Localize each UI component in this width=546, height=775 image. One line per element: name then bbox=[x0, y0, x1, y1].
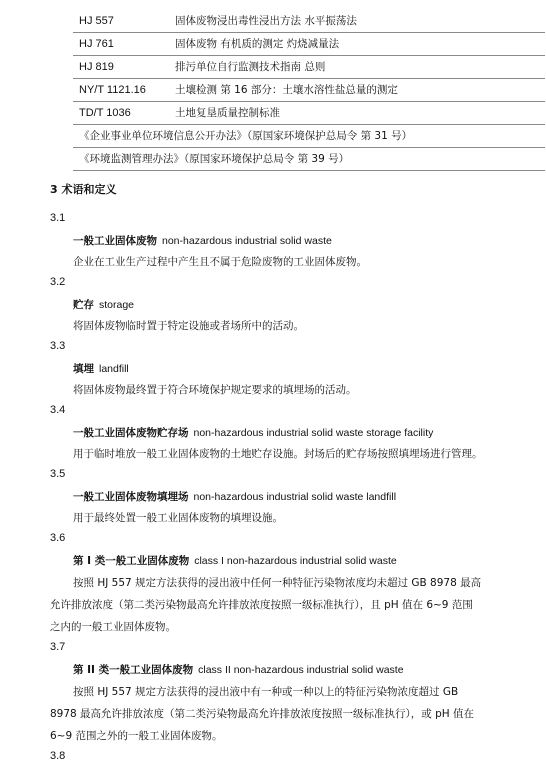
reference-code: HJ 819 bbox=[79, 61, 114, 73]
reference-title: 排污单位自行监测技术指南 总则 bbox=[175, 61, 326, 73]
normative-references-list bbox=[73, 10, 545, 171]
term-number: 3.7 bbox=[50, 641, 66, 653]
reference-row bbox=[73, 33, 545, 56]
term-definition-line: 按照 HJ 557 规定方法获得的浸出液中有一种或一种以上的特征污染物浓度超过 GB bbox=[73, 686, 459, 698]
term-chinese: 一般工业固体废物填埋场 bbox=[73, 491, 189, 503]
reference-code: HJ 761 bbox=[79, 38, 114, 50]
reference-title: 固体废物浸出毒性浸出方法 水平振荡法 bbox=[175, 15, 357, 27]
term-english: storage bbox=[99, 299, 135, 311]
section-heading: 3 术语和定义 bbox=[50, 183, 117, 196]
term-number: 3.1 bbox=[50, 212, 66, 224]
term-chinese: 贮存 bbox=[73, 299, 94, 311]
term-number: 3.2 bbox=[50, 276, 66, 288]
term-title bbox=[73, 361, 129, 376]
regulation-row bbox=[73, 148, 545, 171]
term-definition-line: 6~9 范围之外的一般工业固体废物。 bbox=[50, 730, 223, 742]
term-definition-line: 按照 HJ 557 规定方法获得的浸出液中任何一种特征污染物浓度均未超过 GB 8978 最高 bbox=[73, 577, 482, 589]
reference-code: NY/T 1121.16 bbox=[79, 84, 146, 96]
regulation-title: 《企业事业单位环境信息公开办法》（原国家环境保护总局令 第 31 号） bbox=[79, 130, 413, 142]
term-definition: 将固体废物临时置于特定设施或者场所中的活动。 bbox=[73, 320, 304, 332]
term-number: 3.5 bbox=[50, 468, 66, 480]
term-title bbox=[73, 553, 397, 568]
term-definition: 用于最终处置一般工业固体废物的填埋设施。 bbox=[73, 512, 283, 524]
term-definition: 将固体废物最终置于符合环境保护规定要求的填埋场的活动。 bbox=[73, 384, 357, 396]
term-english: class II non-hazardous industrial solid waste bbox=[198, 664, 404, 676]
term-chinese: 第 II 类一般工业固体废物 bbox=[73, 664, 194, 676]
term-english: non-hazardous industrial solid waste bbox=[162, 235, 332, 247]
regulation-row bbox=[73, 125, 545, 148]
term-definition: 用于临时堆放一般工业固体废物的土地贮存设施。封场后的贮存场按照填埋场进行管理。 bbox=[73, 448, 483, 460]
reference-row bbox=[73, 102, 545, 125]
term-number: 3.3 bbox=[50, 340, 66, 352]
term-definition-line: 允许排放浓度（第二类污染物最高允许排放浓度按照一级标准执行），且 pH 值在 6~9 范围 bbox=[50, 599, 473, 611]
term-title bbox=[73, 233, 332, 248]
term-number: 3.8 bbox=[50, 750, 66, 762]
reference-row bbox=[73, 56, 545, 79]
term-title bbox=[73, 425, 433, 440]
term-english: non-hazardous industrial solid waste storage facility bbox=[193, 427, 434, 439]
term-english: non-hazardous industrial solid waste landfill bbox=[193, 491, 397, 503]
term-number: 3.6 bbox=[50, 532, 66, 544]
regulation-title: 《环境监测管理办法》（原国家环境保护总局令 第 39 号） bbox=[79, 153, 350, 165]
reference-code: HJ 557 bbox=[79, 15, 114, 27]
reference-row bbox=[73, 10, 545, 33]
term-chinese: 填埋 bbox=[73, 363, 94, 375]
term-title bbox=[73, 489, 396, 504]
reference-row bbox=[73, 79, 545, 102]
reference-code: TD/T 1036 bbox=[79, 107, 131, 119]
term-definition: 企业在工业生产过程中产生且不属于危险废物的工业固体废物。 bbox=[73, 256, 367, 268]
term-title bbox=[73, 662, 404, 677]
term-chinese: 一般工业固体废物贮存场 bbox=[73, 427, 189, 439]
reference-title: 固体废物 有机质的测定 灼烧减量法 bbox=[175, 38, 340, 50]
reference-title: 土壤检测 第 16 部分：土壤水溶性盐总量的测定 bbox=[175, 84, 398, 96]
term-title bbox=[73, 297, 134, 312]
reference-title: 土地复垦质量控制标准 bbox=[175, 107, 280, 119]
term-definition-line: 8978 最高允许排放浓度（第二类污染物最高允许排放浓度按照一级标准执行），或 pH 值在 bbox=[50, 708, 475, 720]
term-english: landfill bbox=[99, 363, 129, 375]
term-english: class I non-hazardous industrial solid waste bbox=[194, 555, 397, 567]
term-definition-line: 之内的一般工业固体废物。 bbox=[50, 621, 176, 633]
term-chinese: 第 I 类一般工业固体废物 bbox=[73, 555, 190, 567]
term-number: 3.4 bbox=[50, 404, 66, 416]
term-chinese: 一般工业固体废物 bbox=[73, 235, 157, 247]
